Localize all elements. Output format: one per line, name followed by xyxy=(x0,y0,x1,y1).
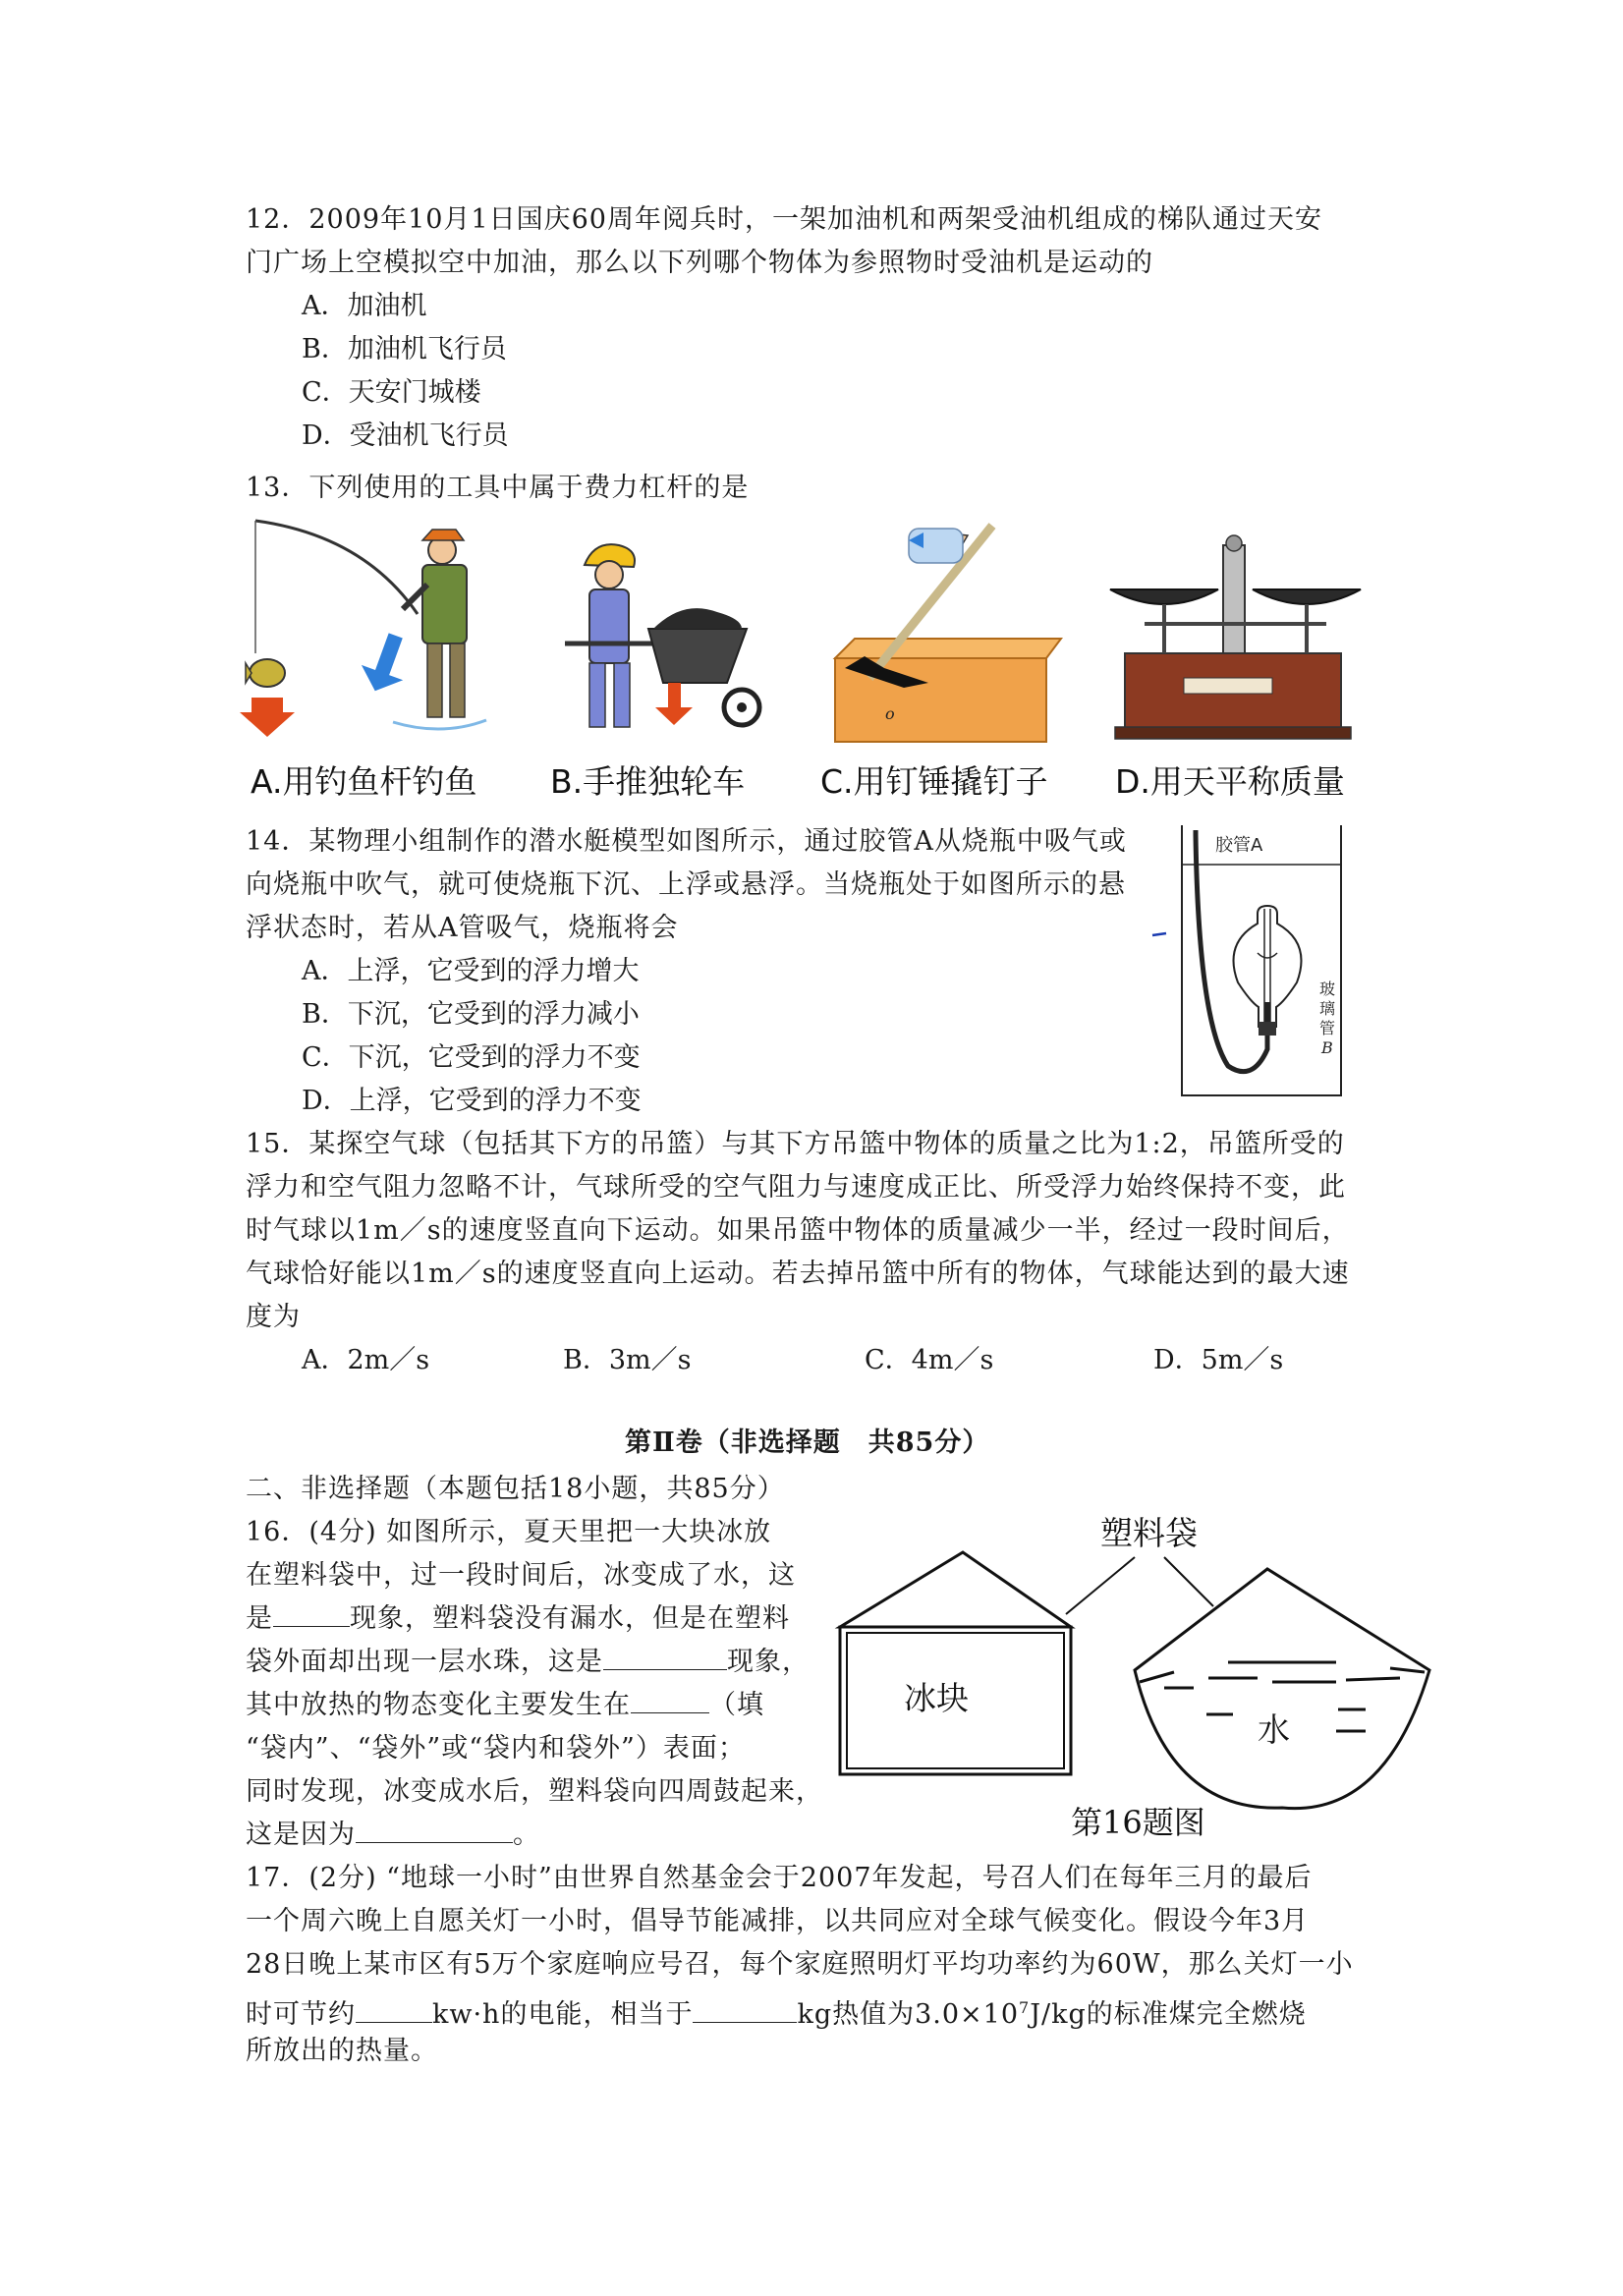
q13-caption-d: D.用天平称质量 xyxy=(1115,762,1345,801)
q14-option-a: A．上浮，它受到的浮力增大 xyxy=(302,956,640,986)
ice-bag-figure xyxy=(835,1513,1434,1847)
q12-option-c: C．天安门城楼 xyxy=(302,377,481,408)
q17-line4: 时可节约 kw·h的电能，相当于 kg热值为$3.0\times 10^7J/kg$的标准煤完全燃烧 xyxy=(246,1998,1307,2030)
q12-stem-line2: 门广场上空模拟空中加油，那么以下列哪个物体为参照物时受油机是运动的 xyxy=(246,248,1153,278)
q15-stem-line5: 度为 xyxy=(246,1302,301,1332)
part-two-title: 第Ⅱ卷（非选择题 共85分） xyxy=(625,1428,990,1458)
q16-blank-3[interactable] xyxy=(631,1687,709,1713)
q13-caption-a: A.用钓鱼杆钓鱼 xyxy=(251,762,477,801)
water-label: 水 xyxy=(1258,1710,1290,1749)
q12-option-d: D．受油机飞行员 xyxy=(302,420,509,451)
ice-block-label: 冰块 xyxy=(904,1679,969,1717)
q16-blank-2[interactable] xyxy=(603,1644,727,1670)
q12-option-b: B．加油机飞行员 xyxy=(302,334,507,364)
fishing-rod-image xyxy=(246,516,501,747)
submarine-model-figure xyxy=(1174,825,1346,1100)
q14-stem-line3: 浮状态时，若从A管吸气，烧瓶将会 xyxy=(246,913,679,943)
q17-line2: 一个周六晚上自愿关灯一小时，倡导节能减排，以共同应对全球气候变化。假设今年3月 xyxy=(246,1906,1310,1936)
q16-line7: 同时发现，冰变成水后，塑料袋向四周鼓起来， xyxy=(246,1776,823,1807)
q16-line1: 16．(4分) 如图所示，夏天里把一大块冰放 xyxy=(246,1517,772,1547)
section-two-heading: 二、非选择题（本题包括18小题，共85分） xyxy=(246,1474,785,1504)
q16-blank-4[interactable] xyxy=(356,1817,513,1843)
balance-scale-image xyxy=(1105,526,1366,742)
q17-blank-1[interactable] xyxy=(356,1996,432,2023)
svg-text:管: 管 xyxy=(1319,1019,1336,1037)
q16-line6: “袋内”、“袋外”或“袋内和袋外”）表面； xyxy=(246,1733,746,1764)
wheelbarrow-image xyxy=(535,535,771,747)
q15-option-b: B．3m／s xyxy=(563,1345,692,1375)
q15-option-a: A．2m／s xyxy=(302,1345,430,1375)
q15-option-d: D．5m／s xyxy=(1153,1345,1284,1375)
q16-figure-caption: 第16题图 xyxy=(1071,1804,1205,1841)
q12-stem-line1: 12．2009年10月1日国庆60周年阅兵时，一架加油机和两架受油机组成的梯队通过天安 xyxy=(246,204,1322,235)
plastic-bag-label: 塑料袋 xyxy=(1100,1514,1198,1552)
svg-text:玻: 玻 xyxy=(1319,980,1336,998)
svg-text:o: o xyxy=(885,704,895,723)
q14-stem-line2: 向烧瓶中吹气，就可使烧瓶下沉、上浮或悬浮。当烧瓶处于如图所示的悬 xyxy=(246,869,1126,900)
svg-text:B: B xyxy=(1321,1038,1333,1057)
q17-blank-2[interactable] xyxy=(693,1996,797,2023)
q13-caption-b: B.手推独轮车 xyxy=(550,762,746,801)
q14-option-b: B．下沉，它受到的浮力减小 xyxy=(302,999,640,1030)
q16-line8: 这是因为 。 xyxy=(246,1814,540,1857)
q13-caption-c: C.用钉锤撬钉子 xyxy=(820,762,1048,801)
q17-line5: 所放出的热量。 xyxy=(246,2036,438,2066)
q13-stem: 13．下列使用的工具中属于费力杠杆的是 xyxy=(246,473,750,503)
q15-stem-line2: 浮力和空气阻力忽略不计，气球所受的空气阻力与速度成正比、所受浮力始终保持不变，此 xyxy=(246,1172,1346,1203)
q15-stem-line4: 气球恰好能以1m／s的速度竖直向上运动。若去掉吊篮中所有的物体，气球能达到的最大速 xyxy=(246,1259,1350,1289)
q14-stem-line1: 14．某物理小组制作的潜水艇模型如图所示，通过胶管A从烧瓶中吸气或 xyxy=(246,826,1127,857)
q12-option-a: A．加油机 xyxy=(302,291,427,321)
q15-stem-line1: 15．某探空气球（包括其下方的吊篮）与其下方吊篮中物体的质量之比为1:2，吊篮所受的 xyxy=(246,1129,1345,1159)
q15-stem-line3: 时气球以1m／s的速度竖直向下运动。如果吊篮中物体的质量减少一半，经过一段时间后， xyxy=(246,1215,1350,1246)
q16-line5: 其中放热的物态变化主要发生在 （填 xyxy=(246,1684,764,1727)
q14-option-c: C．下沉，它受到的浮力不变 xyxy=(302,1042,641,1073)
claw-hammer-image xyxy=(811,521,1061,747)
q16-line3: 是 现象，塑料袋没有漏水，但是在塑料 xyxy=(246,1597,790,1641)
q16-line2: 在塑料袋中，过一段时间后，冰变成了水，这 xyxy=(246,1560,796,1591)
q15-option-c: C．4m／s xyxy=(865,1345,994,1375)
q17-line1: 17．(2分) “地球一小时”由世界自然基金会于2007年发起，号召人们在每年三月的最后 xyxy=(246,1863,1313,1893)
tube-a-label: 胶管A xyxy=(1215,835,1263,856)
q14-option-d: D．上浮，它受到的浮力不变 xyxy=(302,1086,642,1116)
q16-blank-1[interactable] xyxy=(273,1600,350,1627)
q16-line4: 袋外面却出现一层水珠，这是 现象， xyxy=(246,1641,810,1684)
svg-text:璃: 璃 xyxy=(1319,999,1336,1018)
q17-line3: 28日晚上某市区有5万个家庭响应号召，每个家庭照明灯平均功率约为60W，那么关灯一小 xyxy=(246,1949,1354,1980)
